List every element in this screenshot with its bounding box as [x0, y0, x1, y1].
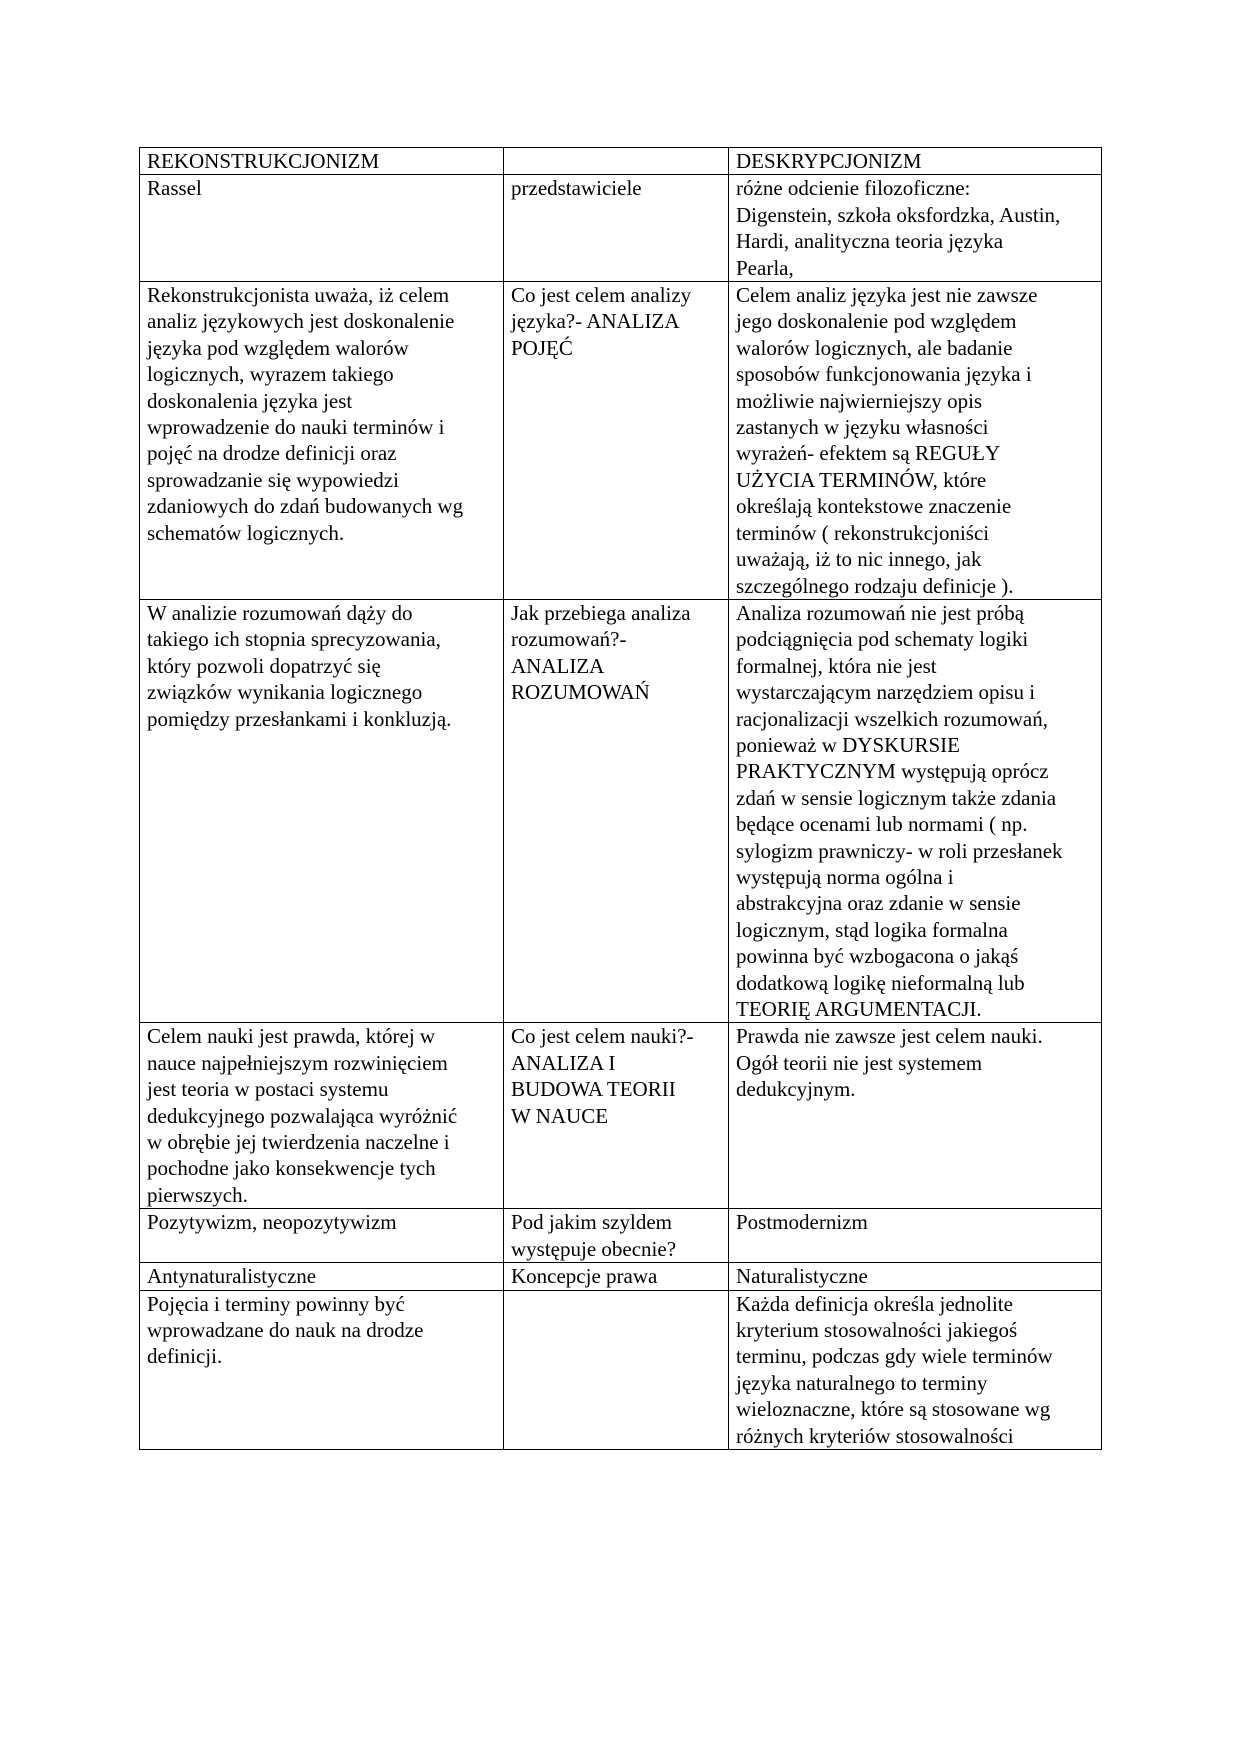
cell-text: Co jest celem nauki?- ANALIZA I BUDOWA TEORII W NAUCE — [511, 1024, 694, 1128]
table-cell — [729, 1263, 1102, 1290]
cell-text: Analiza rozumowań nie jest próbą podciągnięcia pod schematy logiki formalnej, która nie jest wystarczającym narzędziem opisu i racjonalizacji wszelkich rozumowań, ponieważ w DYSKURSIE PRAKTYCZNYM występują oprócz zdań w sensie logicznym także zdania będące ocenami lub normami ( np. sylogizm prawniczy- w roli przesłanek występują norma ogólna i abstrakcyjna oraz zdanie w sensie logicznym, stąd logika formalna powinna być wzbogacona o jakąś dodatkową logikę nieformalną lub TEORIĘ ARGUMENTACJI. — [736, 600, 1063, 1021]
table-row — [140, 148, 1102, 175]
table-row — [140, 1263, 1102, 1290]
table-cell — [729, 175, 1102, 282]
table-cell — [504, 599, 729, 1023]
cell-text: Rekonstrukcjonista uważa, iż celem analiz językowych jest doskonalenie języka pod względem walorów logicznych, wyrazem takiego doskonalenia języka jest wprowadzenie do nauki terminów i pojęć na drodze definicji oraz sprowadzanie się wypowiedzi zdaniowych do zdań budowanych wg schematów logicznych. — [147, 283, 464, 545]
table-row — [140, 599, 1102, 1023]
table-cell — [140, 599, 504, 1023]
cell-text: DESKRYPCJONIZM — [736, 149, 922, 173]
table-cell — [140, 148, 504, 175]
cell-text: Co jest celem analizy języka?- ANALIZA POJĘĆ — [511, 283, 692, 360]
table-cell — [729, 1290, 1102, 1449]
table-cell — [504, 175, 729, 282]
table-cell — [729, 599, 1102, 1023]
table-row — [140, 1023, 1102, 1209]
cell-text: REKONSTRUKCJONIZM — [147, 149, 380, 173]
table-row — [140, 175, 1102, 282]
cell-text: Koncepcje prawa — [511, 1264, 658, 1289]
table-cell — [140, 175, 504, 282]
table-cell — [504, 148, 729, 175]
table-cell — [140, 282, 504, 600]
table-cell — [140, 1263, 504, 1290]
table-cell — [504, 1209, 729, 1263]
table-cell — [140, 1209, 504, 1263]
table-row — [140, 1290, 1102, 1449]
cell-text: różne odcienie filozoficzne: Digenstein, szkoła oksfordzka, Austin, Hardi, analityczna teoria języka Pearla, — [736, 176, 1061, 280]
table-cell — [729, 1023, 1102, 1209]
table-row — [140, 1209, 1102, 1263]
cell-text: Celem nauki jest prawda, której w nauce najpełniejszym rozwinięciem jest teoria w postaci systemu dedukcyjnego pozwalająca wyróżnić w obrębie jej twierdzenia naczelne i pochodne jako konsekwencje tych pierwszych. — [147, 1024, 458, 1207]
table-cell — [504, 1023, 729, 1209]
cell-text: W analizie rozumowań dąży do takiego ich stopnia sprecyzowania, który pozwoli dopatrzyć się związków wynikania logicznego pomiędzy przesłankami i konkluzją. — [147, 600, 452, 731]
table-cell — [504, 1263, 729, 1290]
cell-text: Naturalistyczne — [736, 1264, 868, 1289]
cell-text: Rassel — [147, 176, 202, 201]
table-cell — [140, 1023, 504, 1209]
cell-text: Pojęcia i terminy powinny być wprowadzane do nauk na drodze definicji. — [147, 1291, 424, 1369]
cell-text: Pod jakim szyldem występuje obecnie? — [511, 1210, 677, 1261]
cell-text: Jak przebiega analiza rozumowań?- ANALIZA ROZUMOWAŃ — [511, 600, 691, 705]
cell-text: Celem analiz języka jest nie zawsze jego doskonalenie pod względem walorów logicznych, ale badanie sposobów funkcjonowania języka i możliwie najwierniejszy opis zastanych w języku własności wyrażeń- efektem są REGUŁY UŻYCIA TERMINÓW, które określają kontekstowe znaczenie terminów ( rekonstrukcjoniści uważają, iż to nic innego, jak szczególnego rodzaju definicje ). — [736, 283, 1038, 598]
table-cell — [729, 148, 1102, 175]
comparison-table — [139, 147, 1102, 1450]
table-row — [140, 282, 1102, 600]
cell-text: Prawda nie zawsze jest celem nauki. Ogół teorii nie jest systemem dedukcyjnym. — [736, 1024, 1043, 1102]
cell-text: Pozytywizm, neopozytywizm — [147, 1210, 397, 1235]
cell-text: Każda definicja określa jednolite kryterium stosowalności jakiegoś terminu, podczas gdy wiele terminów języka naturalnego to terminy wieloznaczne, które są stosowane wg różnych kryteriów stosowalności — [736, 1291, 1053, 1448]
cell-text: Postmodernizm — [736, 1210, 868, 1235]
table-cell — [140, 1290, 504, 1449]
table-cell — [504, 282, 729, 600]
cell-text: Antynaturalistyczne — [147, 1264, 317, 1289]
table-cell — [504, 1290, 729, 1449]
cell-text: przedstawiciele — [511, 176, 642, 201]
table-cell — [729, 1209, 1102, 1263]
table-cell — [729, 282, 1102, 600]
